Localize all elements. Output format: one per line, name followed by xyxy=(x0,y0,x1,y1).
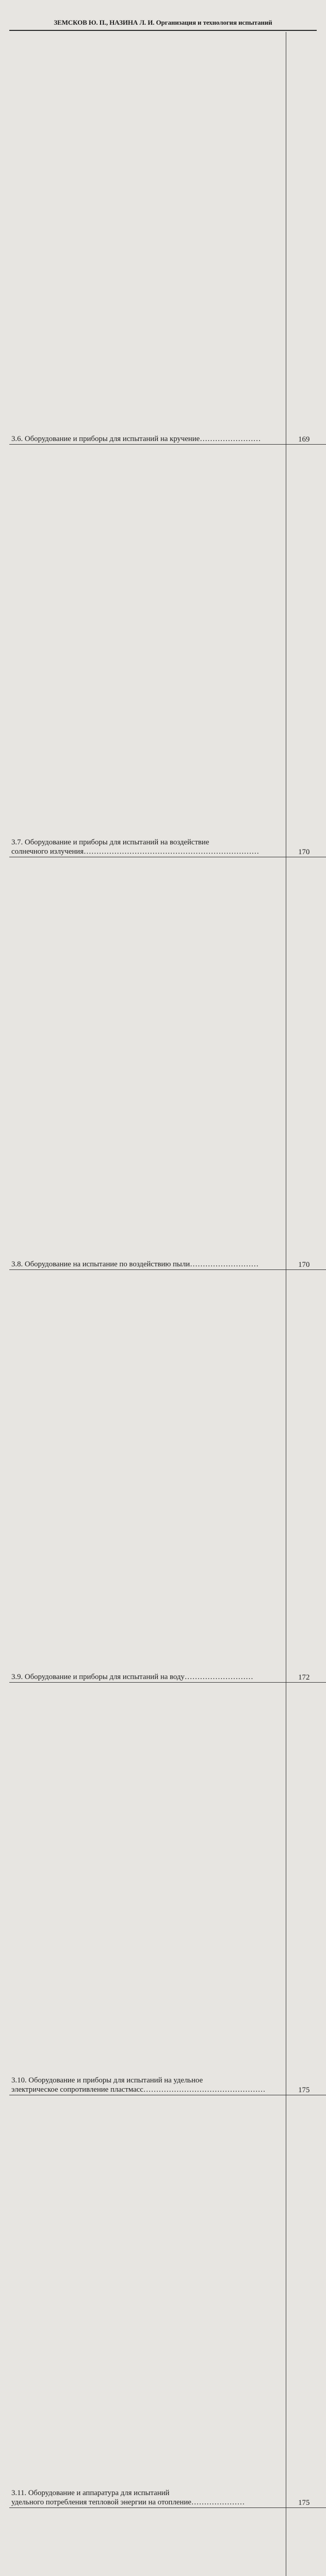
toc-margin xyxy=(0,445,9,857)
toc-margin xyxy=(0,857,9,1270)
toc-margin xyxy=(0,2095,9,2508)
toc-entry-title xyxy=(9,1683,286,2095)
toc-entry-page: 172 xyxy=(286,1270,326,1683)
toc-entry-line: 3.8. Оборудование на испытание по воздействию пыли……………………… xyxy=(11,1260,283,1269)
toc-entry-title xyxy=(9,857,286,1270)
toc-entry xyxy=(0,857,326,1270)
toc-margin xyxy=(0,1683,9,2095)
toc-entry-title xyxy=(9,2095,286,2508)
toc-entry-page xyxy=(286,2508,326,2576)
toc-entry-line: 3.11. Оборудование и аппаратура для испытаний xyxy=(11,2488,283,2498)
toc-entry-title xyxy=(9,32,286,445)
toc-entry xyxy=(0,1270,326,1683)
toc-entry-line: 3.9. Оборудование и приборы для испытаний на воду……………………… xyxy=(11,1672,283,1682)
toc-entry xyxy=(0,1683,326,2095)
toc-entry-line: солнечного излучения…………………………………………………………… xyxy=(11,847,283,856)
toc-entry xyxy=(0,32,326,445)
toc-entry-line: 3.6. Оборудование и приборы для испытаний на кручение…………………… xyxy=(11,434,283,444)
toc-entry-page: 175 xyxy=(286,2095,326,2508)
toc-margin xyxy=(0,2508,9,2576)
toc-entry-title xyxy=(9,445,286,857)
document-page xyxy=(0,0,326,412)
toc-entry-title xyxy=(9,1270,286,1683)
running-header: ЗЕМСКОВ Ю. П., НАЗИНА Л. И. Организация и технология испытаний xyxy=(0,19,326,27)
toc-margin xyxy=(0,1270,9,1683)
toc-entry-page: 169 xyxy=(286,32,326,445)
toc-entry xyxy=(0,2095,326,2508)
toc-body xyxy=(0,32,326,2576)
header-rule xyxy=(9,30,317,31)
toc-entry-page: 170 xyxy=(286,857,326,1270)
toc-table xyxy=(0,32,326,2576)
toc-entry-title xyxy=(9,2508,286,2576)
toc-entry-page: 175 xyxy=(286,1683,326,2095)
toc-entry xyxy=(0,445,326,857)
toc-entry-line: 3.7. Оборудование и приборы для испытаний на воздействие xyxy=(11,838,283,847)
toc-entry xyxy=(0,2508,326,2576)
toc-entry-line: 3.10. Оборудование и приборы для испытаний на удельное xyxy=(11,2076,283,2085)
toc-entry-page: 170 xyxy=(286,445,326,857)
toc-entry-line: удельного потребления тепловой энергии на отопление………………… xyxy=(11,2498,283,2507)
toc-entry-line: электрическое сопротивление пластмасс………………………………………… xyxy=(11,2085,283,2094)
toc-margin xyxy=(0,32,9,445)
